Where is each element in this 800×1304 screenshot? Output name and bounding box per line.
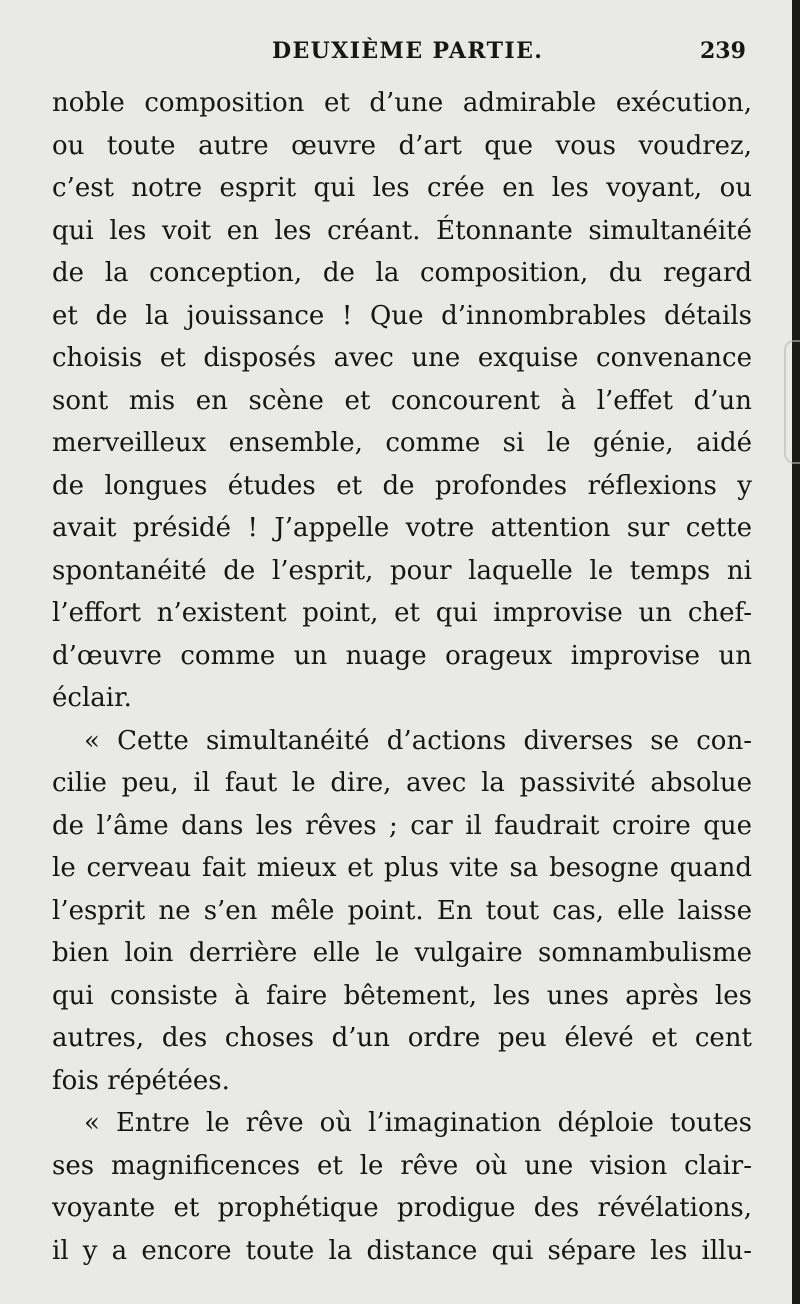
page-number: 239 bbox=[700, 38, 746, 64]
text-line: il y a encore toute la distance qui sépare les illu- bbox=[52, 1235, 752, 1266]
page-edge-shadow bbox=[792, 0, 800, 1304]
text-line: c’est notre esprit qui les crée en les voyant, ou bbox=[52, 173, 752, 203]
page-edge-mark bbox=[784, 340, 800, 464]
text-line: cilie peu, il faut le dire, avec la passivité absolue bbox=[52, 768, 752, 798]
text-line: avait présidé ! J’appelle votre attention sur cette bbox=[52, 513, 752, 543]
text-line: sont mis en scène et concourent à l’effet d’un bbox=[52, 385, 752, 416]
text-line: qui consiste à faire bêtement, les unes après les bbox=[52, 980, 752, 1011]
text-line: ou toute autre œuvre d’art que vous voudrez, bbox=[52, 130, 752, 161]
text-line: ses magnificences et le rêve où une vision clair- bbox=[52, 1150, 752, 1181]
body-text bbox=[52, 82, 752, 1272]
text-line: choisis et disposés avec une exquise convenance bbox=[52, 343, 752, 373]
text-line: voyante et prophétique prodigue des révélations, bbox=[52, 1193, 752, 1223]
text-line: l’esprit ne s’en mêle point. En tout cas, elle laisse bbox=[52, 895, 752, 926]
text-line: qui les voit en les créant. Étonnante simultanéité bbox=[52, 215, 752, 246]
paragraph-end-line: fois répétées. bbox=[52, 1065, 230, 1096]
text-line: l’effort n’existent point, et qui improvise un chef- bbox=[52, 598, 752, 628]
text-line: d’œuvre comme un nuage orageux improvise un bbox=[52, 640, 752, 671]
text-line: le cerveau fait mieux et plus vite sa besogne quand bbox=[52, 853, 752, 883]
paragraph-start-line: « Entre le rêve où l’imagination déploie toutes bbox=[84, 1108, 752, 1138]
paragraph-start-line: « Cette simultanéité d’actions diverses se con- bbox=[84, 725, 752, 756]
page-header bbox=[0, 38, 800, 78]
text-line: de l’âme dans les rêves ; car il faudrait croire que bbox=[52, 810, 752, 841]
text-line: autres, des choses d’un ordre peu élevé et cent bbox=[52, 1023, 752, 1053]
paragraph-end-line: éclair. bbox=[52, 683, 132, 713]
running-title: DEUXIÈME PARTIE. bbox=[272, 38, 544, 64]
text-line: de longues études et de profondes réflexions y bbox=[52, 470, 752, 501]
text-line: spontanéité de l’esprit, pour laquelle le temps ni bbox=[52, 555, 752, 586]
text-line: et de la jouissance ! Que d’innombrables détails bbox=[52, 300, 752, 331]
text-line: de la conception, de la composition, du regard bbox=[52, 258, 752, 288]
text-line: noble composition et d’une admirable exécution, bbox=[52, 88, 752, 118]
text-line: merveilleux ensemble, comme si le génie, aidé bbox=[52, 428, 752, 458]
text-line: bien loin derrière elle le vulgaire somnambulisme bbox=[52, 938, 752, 968]
